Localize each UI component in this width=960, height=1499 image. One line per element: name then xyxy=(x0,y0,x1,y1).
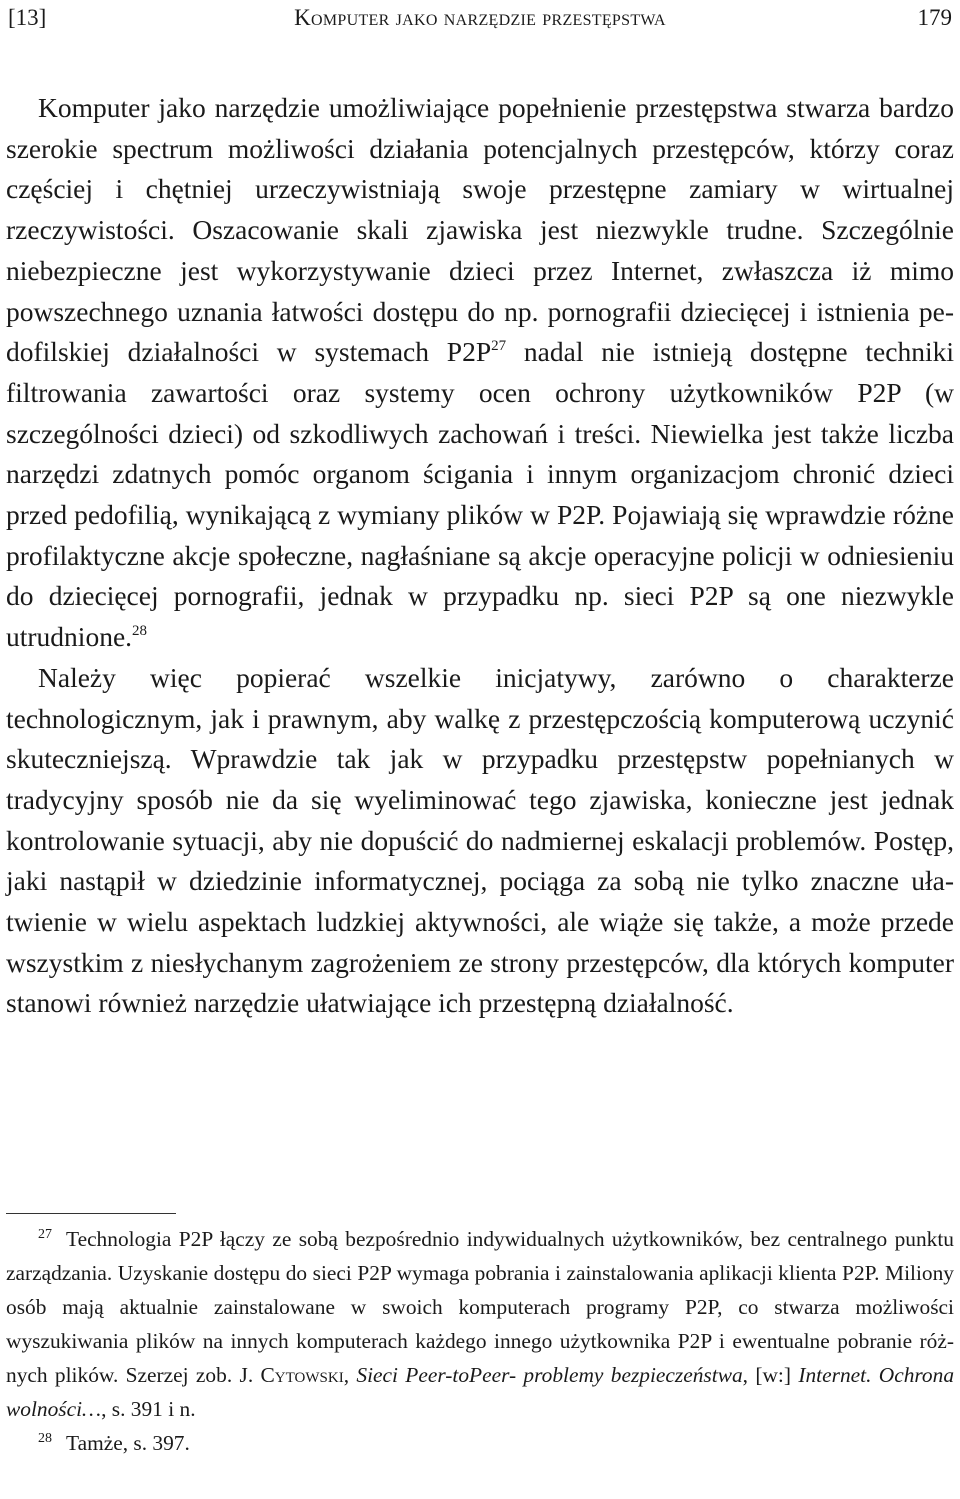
footnote-28-text: Tamże, s. 397. xyxy=(66,1431,190,1455)
footnote-27-middle: , [w:] xyxy=(742,1363,799,1387)
page-number: 179 xyxy=(917,5,952,30)
footnote-27 xyxy=(6,1222,954,1426)
paragraph-2: Należy więc popierać wszelkie inicjatywy, zarówno o charakterze technologicznym, jak i prawnym, aby walkę z przestępczością komputerową uczynić skuteczniejszą. Wprawdzie tak jak w przypadku przestępstw popełnianych w tradycyjny sposób nie da się wyeliminować tego zjawiska, konieczne jest jednak kontrolowanie sytuacji, aby nie dopuścić do nadmiernej eskalacji problemów. Postęp, jaki nastąpił w dziedzinie informatycznej, pociąga za sobą nie tylko znaczne ułatwienie w wielu aspektach ludzkiej aktywności, ale wiąże się także, a może przede wszystkim z niesłychanym zagrożeniem ze strony przestępców, dla których komputer stanowi również narzędzie ułatwiające ich przestępną działalność. xyxy=(6,661,954,1019)
footnotes xyxy=(6,1222,954,1460)
footnote-27-number: 27 xyxy=(38,1227,52,1242)
paragraph-1-part-a: Komputer jako narzędzie umożliwiające popełnienie przestępstwa stwarza bardzo szerokie spectrum możliwości działania potencjalnych przestępców, którzy coraz częściej i chętniej urzeczywistniają swoje przestępne zamiary w wirtualnej rzeczywistości. Oszacowanie skali zjawiska jest niezwykle trudne. Szczególnie niebezpieczne jest wykorzystywanie dzieci przez Internet, zwłaszcza iż mimo powszechnego uznania łatwości dostępu do np. pornografii dziecięcej i istnienia pedofilskiej działalności w systemach P2P xyxy=(6,92,954,368)
footnote-27-text: Technologia P2P łączy ze sobą bezpośrednio indywidualnych użytkowników, bez centralnego punktu zarządzania. Uzyskanie dostępu do sieci P2P wymaga pobrania i zainstalowania aplikacji klienta P2P. Miliony osób mają aktualnie zainstalowane w swoich komputerach programy P2P, co stwarza możliwości wyszukiwania plików na innych komputerach każdego innego użytkownika P2P i ewentualne pobranie różnych plików. Szerzej zob. J. xyxy=(6,1227,954,1387)
footnote-27-author: Cytowski xyxy=(260,1363,344,1387)
footnote-ref-28[interactable]: 28 xyxy=(132,623,148,640)
footnote-27-source: Internet. Ochrona wolności… xyxy=(6,1363,955,1421)
footnote-28 xyxy=(6,1426,954,1460)
running-title: Komputer jako narzędzie przestępstwa xyxy=(294,5,666,30)
footnote-27-end: , s. 391 i n. xyxy=(101,1397,196,1421)
paragraph-1-part-b: nadal nie istnieją dostępne techniki filtrowania zawartości oraz systemy ocen ochrony użytkowników P2P (w szczególności dzieci) od szkodliwych zachowań i treści. Niewielka jest także liczba narzędzi zdatnych pomóc organom ścigania i innym organizacjom chronić dzieci przed pedofilią, wynikającą z wymiany plików w P2P. Pojawiają się wprawdzie różne profilaktyczne akcje społeczne, nagłaśniane są akcje operacyjne policji w odniesieniu do dziecięcej pornografii, jednak w przypadku np. sieci P2P są one niezwykle utrudnione. xyxy=(6,336,954,653)
footnote-divider xyxy=(6,1213,176,1214)
paragraph-1 xyxy=(6,88,954,658)
footnote-27-title: Sieci Peer-toPeer- problemy bezpieczeństwa xyxy=(356,1363,743,1387)
chapter-number: [13] xyxy=(8,5,47,30)
footnote-27-separator: , xyxy=(343,1363,357,1387)
footnote-28-number: 28 xyxy=(38,1431,52,1446)
main-text xyxy=(6,88,954,1024)
page-header xyxy=(8,0,952,36)
footnote-ref-27[interactable]: 27 xyxy=(491,338,507,355)
